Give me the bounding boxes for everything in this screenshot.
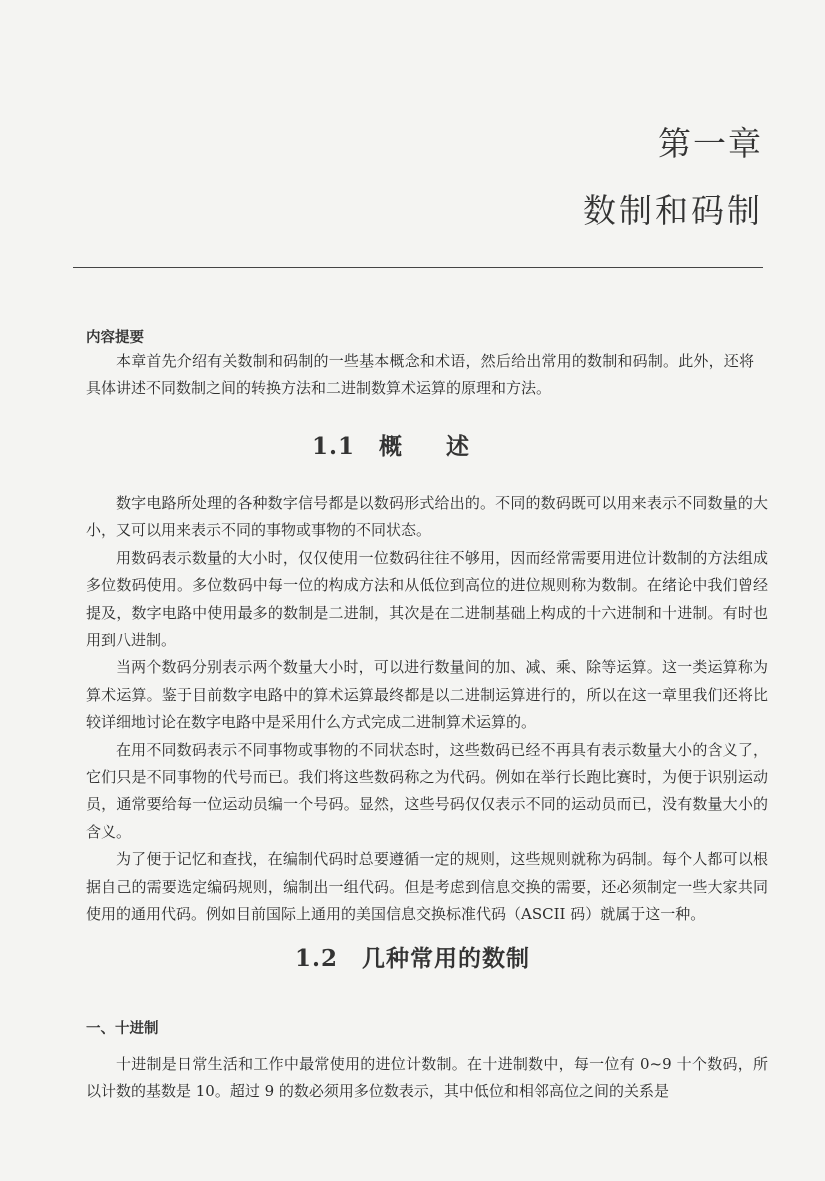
subsection-heading-decimal: 一、十进制 — [86, 1021, 159, 1037]
decimal-body — [86, 1051, 768, 1106]
section-heading-text: 几种常用的数制 — [362, 945, 530, 972]
section-number: 1.1 — [311, 433, 355, 460]
section-1-1-body — [86, 490, 768, 929]
paragraph: 在用不同数码表示不同事物或事物的不同状态时，这些数码已经不再具有表示数量大小的含义了，它们只是不同事物的代号而已。我们将这些数码称之为代码。例如在举行长跑比赛时，为便于识别运动员，通常要给每一位运动员编一个号码。显然，这些号码仅仅表示不同的运动员而已，没有数量大小的含义。 — [86, 740, 768, 841]
paragraph: 当两个数码分别表示两个数量大小时，可以进行数量间的加、减、乘、除等运算。这一类运算称为算术运算。鉴于目前数字电路中的算术运算最终都是以二进制运算进行的，所以在这一章里我们还将比较详细地讨论在数字电路中是采用什么方式完成二进制算术运算的。 — [86, 658, 768, 732]
abstract-text: 本章首先介绍有关数制和码制的一些基本概念和术语，然后给出常用的数制和码制。此外，还将具体讲述不同数制之间的转换方法和二进制数算术运算的原理和方法。 — [86, 352, 754, 397]
section-number: 1.2 — [294, 945, 338, 972]
chapter-divider — [73, 267, 763, 268]
section-title-1-1 — [0, 428, 825, 461]
paragraph: 为了便于记忆和查找，在编制代码时总要遵循一定的规则，这些规则就称为码制。每个人都可以根据自己的需要选定编码规则，编制出一组代码。但是考虑到信息交换的需要，还必须制定一些大家共同使用的通用代码。例如目前国际上通用的美国信息交换标准代码（ASCII 码）就属于这一种。 — [86, 850, 768, 924]
section-title-1-2 — [0, 940, 825, 973]
chapter-label: 第一章 — [658, 124, 763, 163]
paragraph: 十进制是日常生活和工作中最常使用的进位计数制。在十进制数中，每一位有 0~9 十个数码，所以计数的基数是 10。超过 9 的数必须用多位数表示，其中低位和相邻高位之间的关系是 — [86, 1055, 768, 1101]
chapter-title: 数制和码制 — [583, 191, 763, 230]
section-heading-text: 概述 — [379, 433, 513, 460]
paragraph: 数字电路所处理的各种数字信号都是以数码形式给出的。不同的数码既可以用来表示不同数量的大小，又可以用来表示不同的事物或事物的不同状态。 — [86, 494, 768, 540]
abstract-heading: 内容提要 — [86, 330, 144, 346]
paragraph: 用数码表示数量的大小时，仅仅使用一位数码往往不够用，因而经常需要用进位计数制的方法组成多位数码使用。多位数码中每一位的构成方法和从低位到高位的进位规则称为数制。在绪论中我们曾经提及，数字电路中使用最多的数制是二进制，其次是在二进制基础上构成的十六进制和十进制。有时也用到八进制。 — [86, 548, 768, 650]
